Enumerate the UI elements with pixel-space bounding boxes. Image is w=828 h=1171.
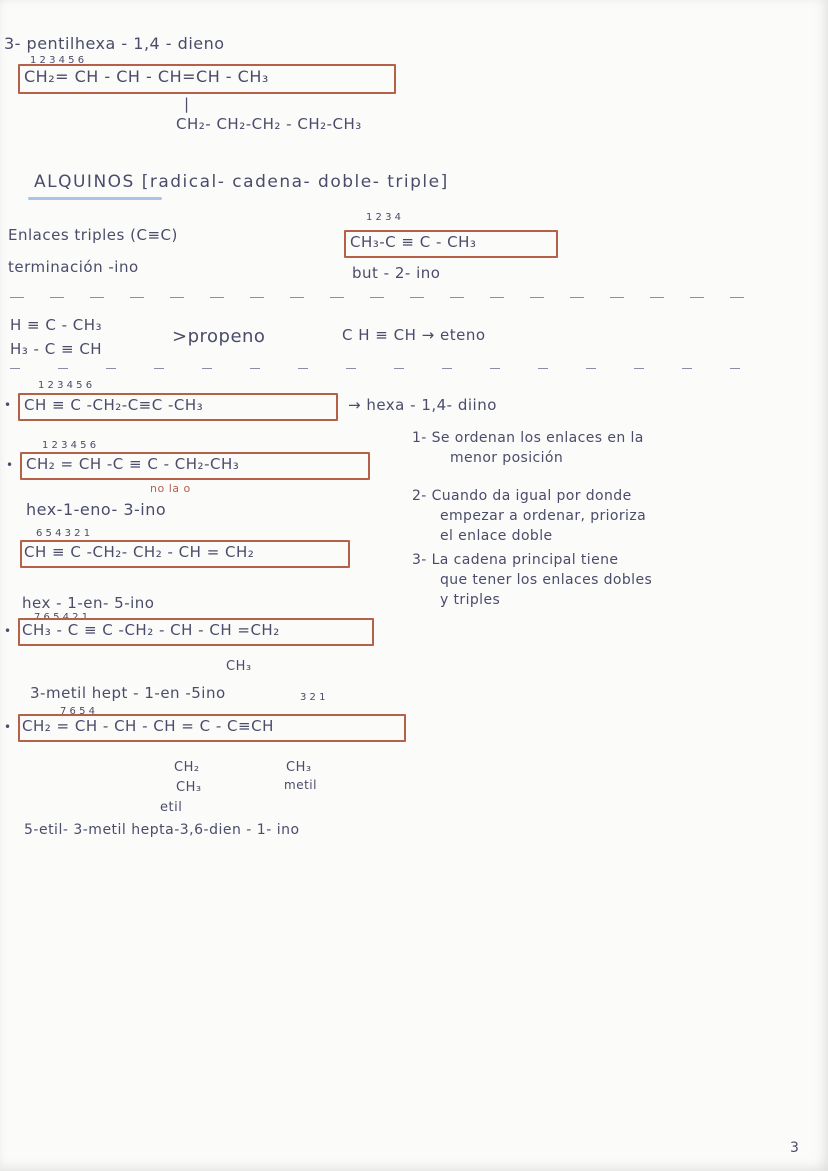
final-compound-name: 5-etil- 3-metil hepta-3,6-dien - 1- ino xyxy=(24,822,300,838)
hexenino-carbon-numbers: 1 2 3 4 5 6 xyxy=(42,440,97,451)
ethyl-label: etil xyxy=(160,800,183,815)
compound-name-pentilhexadieno: 3- pentilhexa - 1,4 - dieno xyxy=(4,34,225,53)
butino-formula: CH₃-C ≡ C - CH₃ xyxy=(350,233,477,251)
hexadiino-carbon-numbers: 1 2 3 4 5 6 xyxy=(38,380,93,391)
hexenino-formula: CH₂ = CH -C ≡ C - CH₂-CH₃ xyxy=(26,455,240,473)
hexenino-2-carbon-numbers: 6 5 4 3 2 1 xyxy=(36,528,91,539)
metilheptenino-name: 3-metil hept - 1-en -5ino xyxy=(30,684,226,702)
bullet: • xyxy=(4,624,12,638)
rule-2-cont: empezar a ordenar, prioriza xyxy=(440,508,647,524)
methyl-label: metil xyxy=(284,778,317,792)
bullet: • xyxy=(6,458,14,472)
rule-3-cont-2: y triples xyxy=(440,592,501,608)
metilheptenino-formula: CH₂ = CH - CH - CH = C - C≡CH xyxy=(22,717,274,735)
propeno-formula-1: H ≡ C - CH₃ xyxy=(10,316,103,334)
rule-3: 3- La cadena principal tiene xyxy=(412,552,619,568)
hexenino-name: hex-1-eno- 3-ino xyxy=(26,500,167,519)
separator-line xyxy=(10,297,750,298)
hexadiino-formula: CH ≡ C -CH₂-C≡C -CH₃ xyxy=(24,396,204,414)
hexenino-2-formula: CH ≡ C -CH₂- CH₂ - CH = CH₂ xyxy=(24,543,255,561)
hexadiino-name: → hexa - 1,4- diino xyxy=(348,396,497,414)
bullet: • xyxy=(4,720,12,734)
rule-2: 2- Cuando da igual por donde xyxy=(412,488,632,504)
eteno-formula: C H ≡ CH → eteno xyxy=(342,326,486,344)
hexenino-2-name: hex - 1-en- 5-ino xyxy=(22,594,155,612)
bullet: • xyxy=(4,398,12,412)
carbon-numbers: 1 2 3 4 5 6 xyxy=(30,55,85,66)
methyl-branch: CH₃ xyxy=(286,760,312,775)
page-number: 3 xyxy=(790,1140,800,1156)
correction-note: no la o xyxy=(150,482,191,495)
heading-underline xyxy=(28,197,162,200)
butino-carbon-numbers: 1 2 3 4 xyxy=(366,212,401,223)
rule-2-cont-2: el enlace doble xyxy=(440,528,553,544)
propeno-formula-2: H₃ - C ≡ CH xyxy=(10,340,103,358)
rule-1: 1- Se ordenan los enlaces en la xyxy=(412,430,644,446)
main-carbon-numbers: 7 6 5 4 xyxy=(60,706,95,717)
terminacion-text: terminación -ino xyxy=(8,258,139,276)
branch-bond: | xyxy=(184,95,190,113)
heptenino-branch: CH₃ xyxy=(226,659,252,674)
formula-pentil-branch: CH₂- CH₂-CH₂ - CH₂-CH₃ xyxy=(176,115,362,133)
propeno-label: >propeno xyxy=(172,326,266,347)
rule-3-cont: que tener los enlaces dobles xyxy=(440,572,653,588)
enlaces-triples-text: Enlaces triples (C≡C) xyxy=(8,226,178,244)
heptenino-carbon-numbers: 7 6 5 4 2 1 xyxy=(34,612,89,623)
heptenino-formula: CH₃ - C ≡ C -CH₂ - CH - CH =CH₂ xyxy=(22,621,280,639)
section-heading: ALQUINOS [radical- cadena- doble- triple] xyxy=(34,172,449,192)
ethyl-branch-ch3: CH₃ xyxy=(176,780,202,795)
rule-1-cont: menor posición xyxy=(450,450,564,466)
ethyl-branch-ch2: CH₂ xyxy=(174,760,200,775)
butino-name: but - 2- ino xyxy=(352,264,441,282)
formula-main-chain: CH₂= CH - CH - CH=CH - CH₃ xyxy=(24,67,269,86)
separator-line-2 xyxy=(10,368,750,369)
name-carbon-numbers: 3 2 1 xyxy=(300,692,326,703)
